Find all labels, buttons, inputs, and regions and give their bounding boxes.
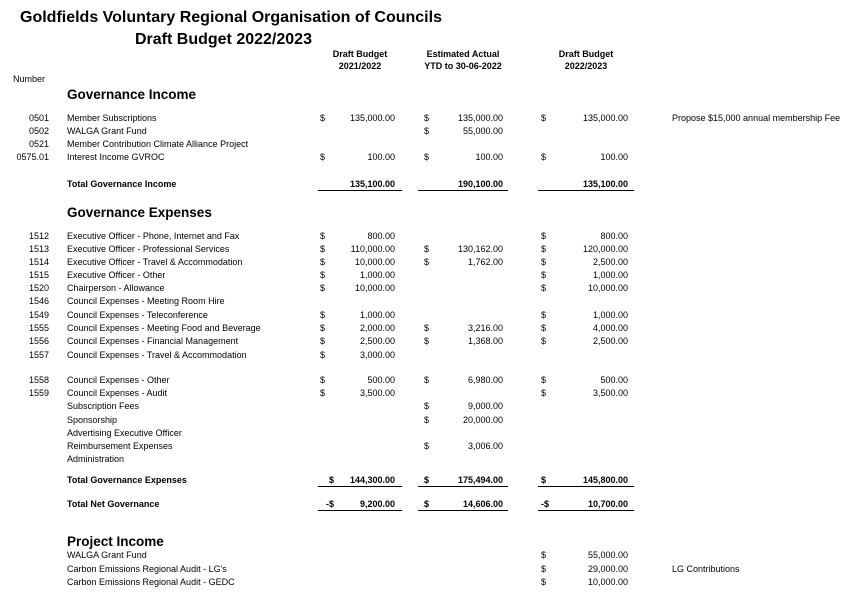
dollar-sign-col3: -$ [541,499,550,509]
dollar-sign-col3: $ [541,270,547,280]
row-note: LG Contributions [672,564,740,574]
col-estimated-actual-header [418,48,508,72]
dollar-sign-col1: $ [320,310,326,320]
row-label: Subscription Fees [67,401,140,411]
value-col1: 3,000.00 [359,350,395,360]
dollar-sign-col1: $ [320,350,326,360]
row-label: Administration [67,454,125,464]
row-label: Executive Officer - Professional Services [67,244,230,254]
value-col2: 175,494.00 [457,475,503,485]
value-col2: 6,980.00 [467,375,503,385]
value-col3: 2,500.00 [592,257,628,267]
row-label: Total Net Governance [67,499,160,509]
value-col2: 130,162.00 [457,244,503,254]
section-heading-governance-expenses: Governance Expenses [67,205,212,220]
row-number: 1546 [28,296,49,306]
value-col3: 10,000.00 [587,577,628,587]
value-col3: 145,800.00 [582,475,628,485]
dollar-sign-col1: $ [320,231,326,241]
dollar-sign-col2: $ [424,441,430,451]
value-col1: 1,000.00 [359,270,395,280]
value-col1: 110,000.00 [350,244,395,254]
value-col3: 4,000.00 [592,323,628,333]
value-col3: 2,500.00 [592,336,628,346]
row-number: 1513 [28,244,49,254]
row-number: 1549 [28,310,49,320]
value-col1: 9,200.00 [359,499,395,509]
total-underline [538,190,634,191]
row-label: Interest Income GVROC [67,152,165,162]
value-col2: 14,606.00 [462,499,503,509]
row-label: Council Expenses - Financial Management [67,336,239,346]
row-label: Council Expenses - Meeting Room Hire [67,296,225,306]
document-title: Goldfields Voluntary Regional Organisation of Councils [20,9,442,26]
value-col3: 3,500.00 [592,388,628,398]
value-col3: 135,000.00 [582,113,628,123]
dollar-sign-col1: $ [320,336,326,346]
value-col1: 10,000.00 [354,283,395,293]
row-label: Council Expenses - Meeting Food and Beverage [67,323,261,333]
row-number: 1514 [28,257,49,267]
value-col3: 10,000.00 [587,283,628,293]
row-label: Chairperson - Allowance [67,283,165,293]
value-col3: 1,000.00 [592,270,628,280]
value-col1: 800.00 [367,231,395,241]
row-number: 0575.01 [16,152,49,162]
dollar-sign-col2: $ [424,244,430,254]
col-header-line: Draft Budget [332,49,388,59]
dollar-sign-col2: $ [424,336,430,346]
dollar-sign-col1: $ [320,375,326,385]
col-header-line: Estimated Actual [426,49,500,59]
dollar-sign-col1: $ [320,113,326,123]
dollar-sign-col3: $ [541,152,547,162]
row-label: Executive Officer - Phone, Internet and Fax [67,231,240,241]
value-col1: 100.00 [367,152,395,162]
row-label: Council Expenses - Audit [67,388,168,398]
dollar-sign-col3: $ [541,550,547,560]
total-underline [318,510,402,511]
value-col3: 1,000.00 [592,310,628,320]
value-col3: 120,000.00 [582,244,628,254]
value-col1: 1,000.00 [359,310,395,320]
value-col1: 144,300.00 [349,475,395,485]
row-label: Council Expenses - Travel & Accommodation [67,350,247,360]
row-number: 1557 [28,350,49,360]
col-header-line: 2021/2022 [338,61,382,71]
row-label: WALGA Grant Fund [67,126,147,136]
dollar-sign-col1: $ [320,388,326,398]
row-label: Total Governance Expenses [67,475,187,485]
total-underline [418,190,508,191]
row-label: Council Expenses - Teleconference [67,310,208,320]
col-draft-2021-header [318,48,402,72]
dollar-sign-col3: $ [541,310,547,320]
total-underline [538,510,634,511]
value-col1: 3,500.00 [359,388,395,398]
row-label: Executive Officer - Travel & Accommodation [67,257,243,267]
value-col3: 100.00 [600,152,628,162]
row-number: 0501 [28,113,49,123]
dollar-sign-col2: $ [424,415,430,425]
value-col1: 135,000.00 [349,113,395,123]
dollar-sign-col3: $ [541,564,547,574]
total-underline [538,486,634,487]
number-column-header: Number [13,74,46,84]
row-number: 1520 [28,283,49,293]
col-draft-2022-header [543,48,629,72]
value-col2: 20,000.00 [462,415,503,425]
value-col3: 29,000.00 [587,564,628,574]
total-underline [418,486,508,487]
dollar-sign-col1: $ [320,283,326,293]
document-subtitle: Draft Budget 2022/2023 [135,31,312,48]
value-col1: 2,500.00 [359,336,395,346]
value-col2: 1,762.00 [467,257,503,267]
dollar-sign-col3: $ [541,283,547,293]
value-col3: 500.00 [600,375,628,385]
dollar-sign-col1: -$ [325,499,334,509]
dollar-sign-col2: $ [424,257,430,267]
dollar-sign-col3: $ [541,577,547,587]
dollar-sign-col3: $ [541,336,547,346]
value-col2: 9,000.00 [467,401,503,411]
dollar-sign-col3: $ [541,244,547,254]
col-header-line: Draft Budget [558,49,614,59]
dollar-sign-col2: $ [424,475,430,485]
row-label: Member Contribution Climate Alliance Project [67,139,249,149]
col-header-line: YTD to 30-06-2022 [424,61,502,71]
value-col2: 3,006.00 [467,441,503,451]
dollar-sign-col1: $ [320,152,326,162]
dollar-sign-col1: $ [320,270,326,280]
value-col3: 800.00 [600,231,628,241]
row-label: Sponsorship [67,415,118,425]
dollar-sign-col1: $ [328,475,334,485]
dollar-sign-col2: $ [424,152,430,162]
dollar-sign-col3: $ [541,388,547,398]
dollar-sign-col3: $ [541,475,547,485]
value-col2: 190,100.00 [457,179,503,189]
row-label: Carbon Emissions Regional Audit - LG's [67,564,227,574]
value-col2: 100.00 [475,152,503,162]
section-heading-project-income: Project Income [67,534,164,549]
dollar-sign-col2: $ [424,126,430,136]
dollar-sign-col3: $ [541,257,547,267]
value-col2: 135,000.00 [457,113,503,123]
section-heading-governance-income: Governance Income [67,87,197,102]
value-col1: 135,100.00 [349,179,395,189]
row-number: 0521 [28,139,49,149]
value-col3: 55,000.00 [587,550,628,560]
value-col2: 55,000.00 [462,126,503,136]
total-underline [318,486,402,487]
dollar-sign-col2: $ [424,113,430,123]
dollar-sign-col2: $ [424,323,430,333]
row-label: Executive Officer - Other [67,270,166,280]
dollar-sign-col1: $ [320,257,326,267]
row-number: 1555 [28,323,49,333]
row-label: Total Governance Income [67,179,177,189]
value-col1: 2,000.00 [359,323,395,333]
value-col1: 10,000.00 [354,257,395,267]
col-header-line: 2022/2023 [564,61,608,71]
row-number: 1556 [28,336,49,346]
dollar-sign-col3: $ [541,113,547,123]
row-number: 1558 [28,375,49,385]
row-label: Advertising Executive Officer [67,428,182,438]
dollar-sign-col2: $ [424,401,430,411]
dollar-sign-col2: $ [424,375,430,385]
row-label: WALGA Grant Fund [67,550,147,560]
dollar-sign-col3: $ [541,375,547,385]
row-number: 1512 [28,231,49,241]
row-number: 1515 [28,270,49,280]
row-note: Propose $15,000 annual membership Fee [672,113,841,123]
row-label: Reimbursement Expenses [67,441,173,451]
dollar-sign-col1: $ [320,323,326,333]
value-col2: 1,368.00 [467,336,503,346]
dollar-sign-col3: $ [541,323,547,333]
total-underline [318,190,402,191]
value-col3: 10,700.00 [587,499,628,509]
dollar-sign-col1: $ [320,244,326,254]
dollar-sign-col2: $ [424,499,430,509]
row-label: Carbon Emissions Regional Audit - GEDC [67,577,235,587]
row-label: Council Expenses - Other [67,375,170,385]
total-underline [418,510,508,511]
row-label: Member Subscriptions [67,113,157,123]
value-col3: 135,100.00 [582,179,628,189]
row-number: 1559 [28,388,49,398]
dollar-sign-col3: $ [541,231,547,241]
row-number: 0502 [28,126,49,136]
value-col2: 3,216.00 [467,323,503,333]
value-col1: 500.00 [367,375,395,385]
